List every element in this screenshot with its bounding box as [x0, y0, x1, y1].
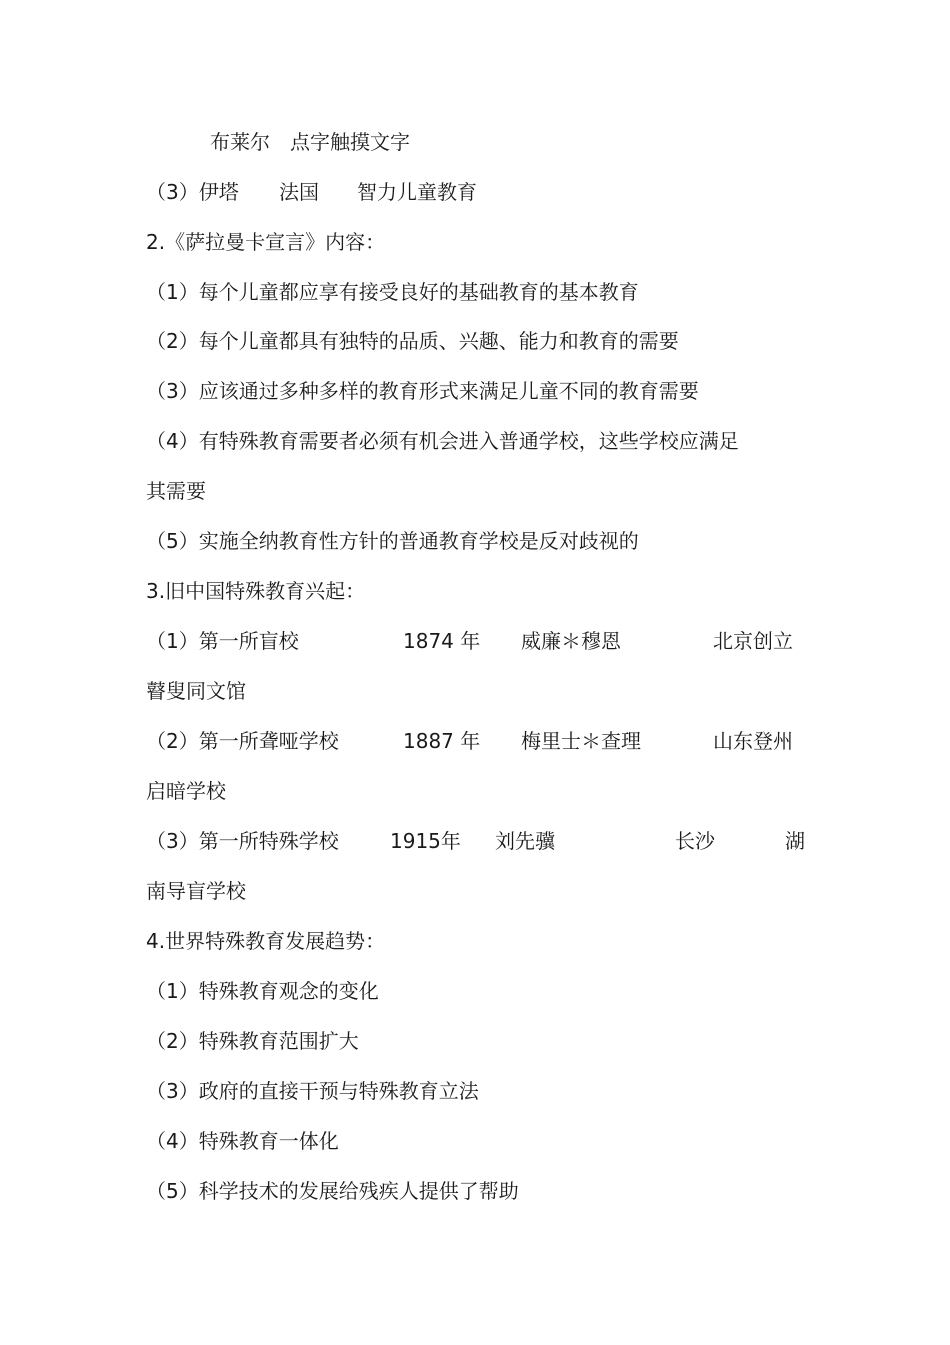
school-year: 1887 年 — [403, 729, 481, 753]
school-label: （1）第一所盲校 — [146, 629, 299, 653]
school-founder: 梅里士＊查理 — [521, 729, 641, 753]
school-place-extra: 湖 — [785, 829, 805, 853]
school-row-3-cont: 南导盲学校 — [146, 879, 246, 903]
section2-heading: 2.《萨拉曼卡宣言》内容： — [146, 230, 386, 254]
school-place: 长沙 — [675, 829, 715, 853]
school-row-1-cont: 瞽叟同文馆 — [146, 679, 246, 703]
section4-item-1: （1）特殊教育观念的变化 — [146, 979, 379, 1003]
school-founder: 威廉＊穆恩 — [521, 629, 621, 653]
braille-description: 点字触摸文字 — [290, 130, 410, 154]
school-place: 山东登州 — [713, 729, 793, 753]
section2-item-1: （1）每个儿童都应享有接受良好的基础教育的基本教育 — [146, 280, 639, 304]
section4-item-4: （4）特殊教育一体化 — [146, 1129, 339, 1153]
itard-name: （3）伊塔 — [146, 180, 239, 204]
itard-description: 智力儿童教育 — [357, 180, 477, 204]
school-place: 北京创立 — [713, 629, 793, 653]
school-row-2-cont: 启暗学校 — [146, 779, 226, 803]
section2-item-4: （4）有特殊教育需要者必须有机会进入普通学校，这些学校应满足 — [146, 429, 739, 453]
section4-heading: 4.世界特殊教育发展趋势： — [146, 929, 386, 953]
school-founder: 刘先骥 — [495, 829, 555, 853]
school-year: 1915年 — [390, 829, 461, 853]
school-year: 1874 年 — [403, 629, 481, 653]
section2-item-5: （5）实施全纳教育性方针的普通教育学校是反对歧视的 — [146, 529, 639, 553]
school-label: （2）第一所聋哑学校 — [146, 729, 339, 753]
section2-item-2: （2）每个儿童都具有独特的品质、兴趣、能力和教育的需要 — [146, 329, 679, 353]
braille-name: 布莱尔 — [210, 130, 270, 154]
section4-item-5: （5）科学技术的发展给残疾人提供了帮助 — [146, 1179, 519, 1203]
itard-country: 法国 — [279, 180, 319, 204]
section3-heading: 3.旧中国特殊教育兴起： — [146, 579, 366, 603]
section2-item-4-cont: 其需要 — [146, 479, 206, 503]
section2-item-3: （3）应该通过多种多样的教育形式来满足儿童不同的教育需要 — [146, 379, 699, 403]
school-label: （3）第一所特殊学校 — [146, 829, 339, 853]
section4-item-3: （3）政府的直接干预与特殊教育立法 — [146, 1079, 479, 1103]
section4-item-2: （2）特殊教育范围扩大 — [146, 1029, 359, 1053]
